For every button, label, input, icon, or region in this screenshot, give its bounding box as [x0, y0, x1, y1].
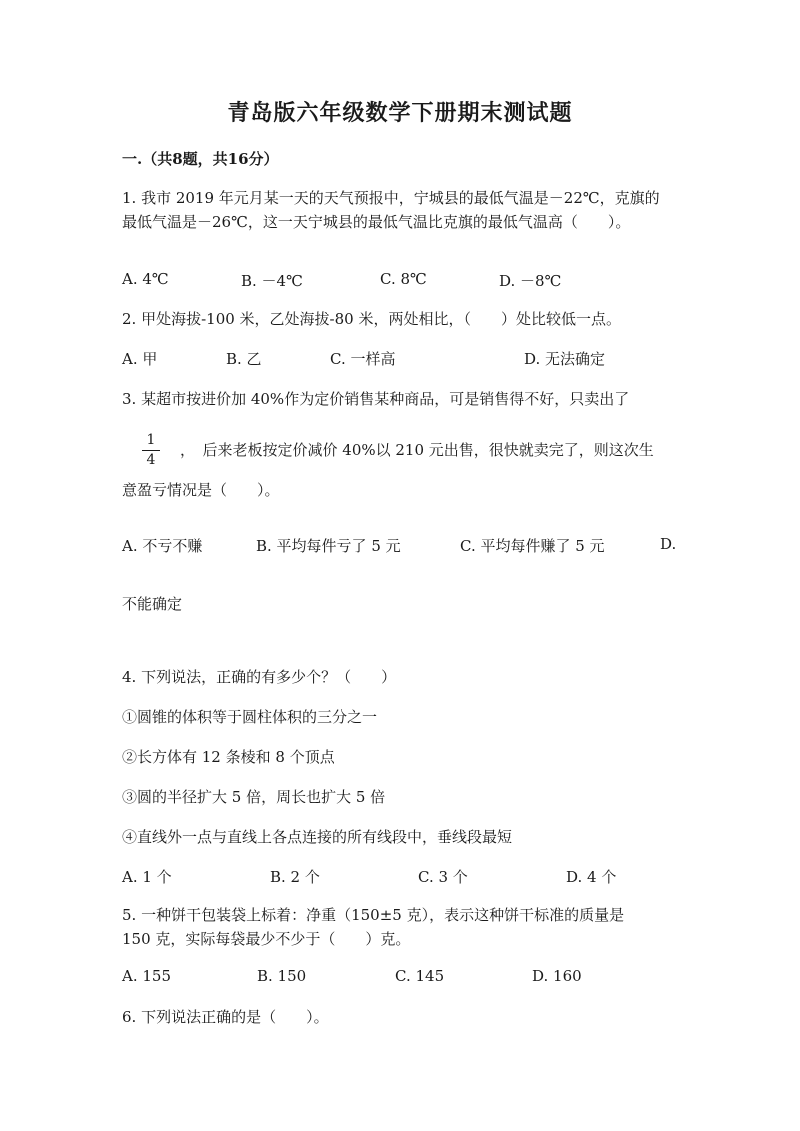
fraction-bar	[142, 450, 160, 451]
question-4-statement-3: ③圆的半径扩大 5 倍，周长也扩大 5 倍	[122, 788, 386, 806]
question-5-line-1: 5. 一种饼干包装袋上标着：净重（150±5 克），表示这种饼干标准的质量是	[122, 906, 625, 924]
question-4-statement-2: ②长方体有 12 条棱和 8 个顶点	[122, 748, 335, 766]
question-3-line-2: ， 后来老板按定价减价 40%以 210 元出售，很快就卖完了，则这次生	[180, 441, 654, 459]
question-3-option-d: D.	[660, 535, 677, 553]
question-5-option-a: A. 155	[122, 967, 171, 985]
fraction-denominator: 4	[146, 452, 156, 468]
fraction-numerator: 1	[146, 432, 156, 448]
question-4-option-a: A. 1 个	[122, 868, 172, 886]
question-2-option-b: B. 乙	[226, 350, 262, 368]
question-1-option-b: B. －4℃	[241, 272, 303, 290]
question-3-option-b: B. 平均每件亏了 5 元	[256, 537, 401, 555]
question-4-option-b: B. 2 个	[270, 868, 320, 886]
question-6-line-1: 6. 下列说法正确的是（ ）。	[122, 1008, 329, 1026]
question-2-option-c: C. 一样高	[330, 350, 396, 368]
question-3-option-a: A. 不亏不赚	[122, 537, 203, 555]
question-4-option-c: C. 3 个	[418, 868, 468, 886]
question-1-option-c: C. 8℃	[380, 270, 427, 288]
section-heading: 一.（共8题，共16分）	[122, 150, 279, 168]
question-4-line-1: 4. 下列说法，正确的有多少个？（ ）	[122, 668, 397, 686]
page-title: 青岛版六年级数学下册期末测试题	[227, 100, 573, 126]
question-1-line-1: 1. 我市 2019 年元月某一天的天气预报中，宁城县的最低气温是－22℃，克旗的	[122, 189, 660, 207]
question-3-option-c: C. 平均每件赚了 5 元	[460, 537, 605, 555]
question-3-line-3: 意盈亏情况是（ ）。	[122, 481, 280, 499]
question-1-option-d: D. －8℃	[499, 272, 562, 290]
question-3-option-d-continued: 不能确定	[122, 595, 183, 613]
question-4-statement-4: ④直线外一点与直线上各点连接的所有线段中，垂线段最短	[122, 828, 513, 846]
question-2-option-d: D. 无法确定	[524, 350, 606, 368]
question-3-line-1: 3. 某超市按进价加 40%作为定价销售某种商品，可是销售得不好，只卖出了	[122, 390, 630, 408]
question-5-option-b: B. 150	[257, 967, 307, 985]
question-1-line-2: 最低气温是－26℃，这一天宁城县的最低气温比克旗的最低气温高（ ）。	[122, 213, 631, 231]
question-5-option-d: D. 160	[532, 967, 582, 985]
fraction-one-quarter	[140, 432, 162, 469]
question-5-option-c: C. 145	[395, 967, 445, 985]
question-4-statement-1: ①圆锥的体积等于圆柱体积的三分之一	[122, 708, 378, 726]
question-5-line-2: 150 克，实际每袋最少不少于（ ）克。	[122, 930, 411, 948]
question-1-option-a: A. 4℃	[122, 270, 169, 288]
question-2-option-a: A. 甲	[122, 350, 158, 368]
question-4-option-d: D. 4 个	[566, 868, 617, 886]
question-2-line-1: 2. 甲处海拔-100 米，乙处海拔-80 米，两处相比，（ ）处比较低一点。	[122, 310, 621, 328]
